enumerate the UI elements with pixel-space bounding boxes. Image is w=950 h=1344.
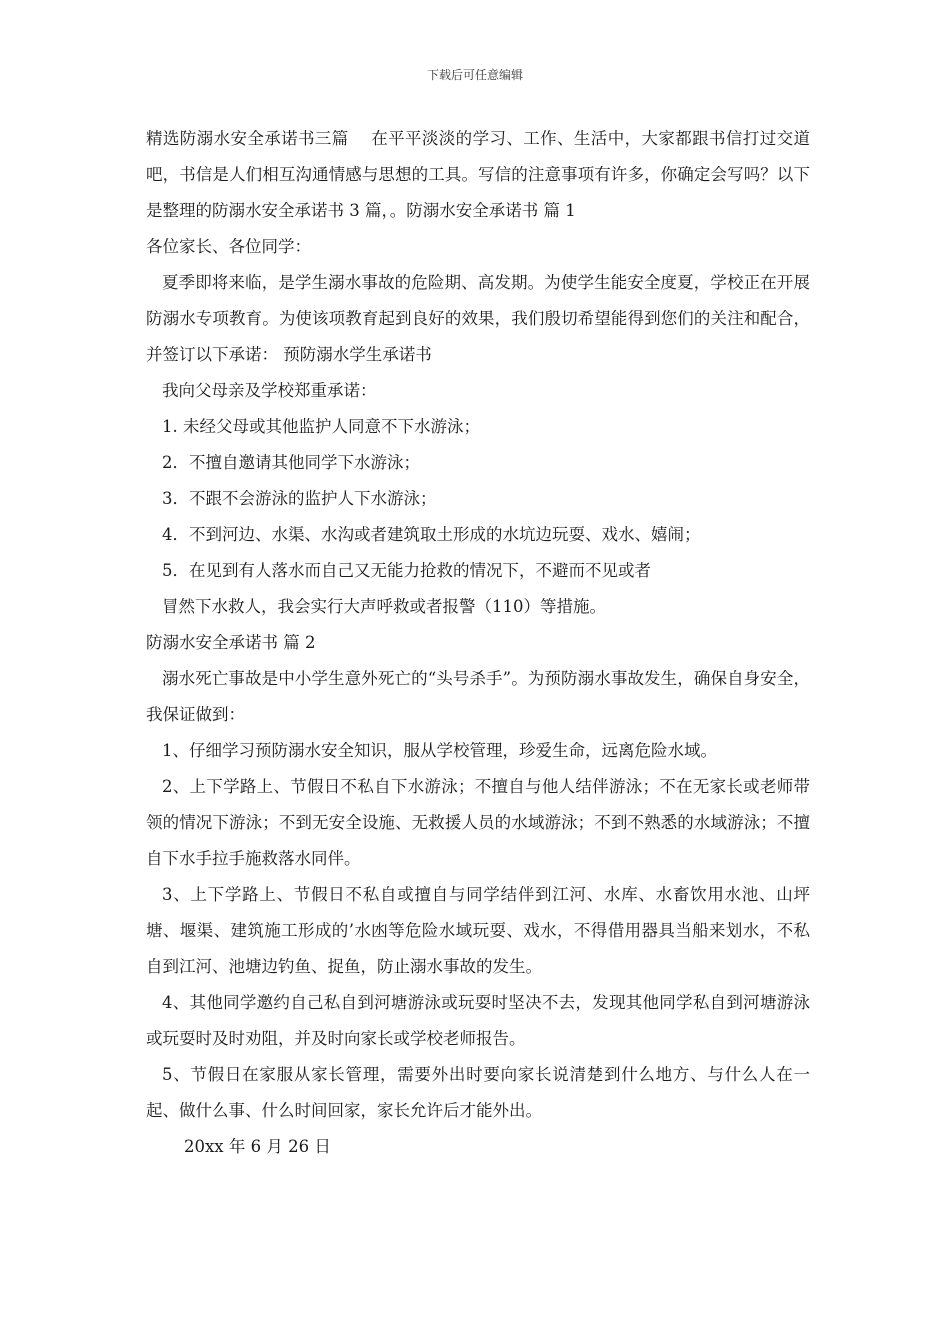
guarantee-item-2: 2、上下学路上、节假日不私自下水游泳；不擅自与他人结伴游泳；不在无家长或老师带领的情况下游泳；不到无安全设施、无救援人员的水域游泳；不到不熟悉的水域游泳；不擅自下水手拉手施救落水同伴。: [146, 777, 810, 868]
intro-paragraph: 精选防溺水安全承诺书三篇 在平平淡淡的学习、工作、生活中，大家都跟书信打过交道吧，书信是人们相互沟通情感与思想的工具。写信的注意事项有许多，你确定会写吗？以下是整理的防溺水安全承诺书 3 篇，。防溺水安全承诺书 篇 1: [146, 129, 810, 220]
page-header: 下载后可任意编辑: [426, 68, 523, 82]
guarantee-item-3: 3、上下学路上、节假日不私自或擅自与同学结伴到江河、水库、水畜饮用水池、山坪塘、堰渠、建筑施工形成的’水凼等危险水域玩耍、戏水，不得借用器具当船来划水，不私自到江河、池塘边钓鱼、捉鱼，防止溺水事故的发生。: [146, 885, 810, 976]
salutation: 各位家长、各位同学：: [146, 237, 311, 256]
guarantee-item-4: 4、其他同学邀约自己私自到河塘游泳或玩耍时坚决不去，发现其他同学私自到河塘游泳或玩耍时及时劝阻，并及时向家长或学校老师报告。: [146, 993, 810, 1048]
date-line: 20xx 年 6 月 26 日: [184, 1137, 331, 1156]
paragraph-summer: 夏季即将来临，是学生溺水事故的危险期、高发期。为使学生能安全度夏，学校正在开展防溺水专项教育。为使该项教育起到良好的效果，我们殷切希望能得到您们的关注和配合，并签订以下承诺： 预防溺水学生承诺书: [146, 273, 810, 364]
pledge-item-3: 3．不跟不会游泳的监护人下水游泳；: [162, 489, 437, 508]
pledge-item-4: 4．不到河边、水渠、水沟或者建筑取土形成的水坑边玩耍、戏水、嬉闹；: [162, 525, 701, 544]
pledge-item-1: 1. 未经父母或其他监护人同意不下水游泳；: [162, 417, 480, 436]
pledge-item-5-cont: 冒然下水救人，我会实行大声呼救或者报警（110）等措施。: [162, 597, 606, 616]
guarantee-item-5: 5、节假日在家服从家长管理，需要外出时要向家长说清楚到什么地方、与什么人在一起、做什么事、什么时间回家，家长允许后才能外出。: [146, 1065, 810, 1120]
section-title-2: 防溺水安全承诺书 篇 2: [146, 633, 316, 652]
document-body: [146, 121, 810, 1165]
paragraph-drowning: 溺水死亡事故是中小学生意外死亡的“头号杀手”。为预防溺水事故发生，确保自身安全，我保证做到：: [146, 669, 810, 724]
pledge-item-5: 5．在见到有人落水而自己又无能力抢救的情况下，不避而不见或者: [162, 561, 651, 580]
guarantee-item-1: 1、仔细学习预防溺水安全知识，服从学校管理，珍爱生命，远离危险水域。: [162, 741, 717, 760]
pledge-item-2: 2．不擅自邀请其他同学下水游泳；: [162, 453, 420, 472]
pledge-intro: 我向父母亲及学校郑重承诺：: [162, 381, 377, 400]
